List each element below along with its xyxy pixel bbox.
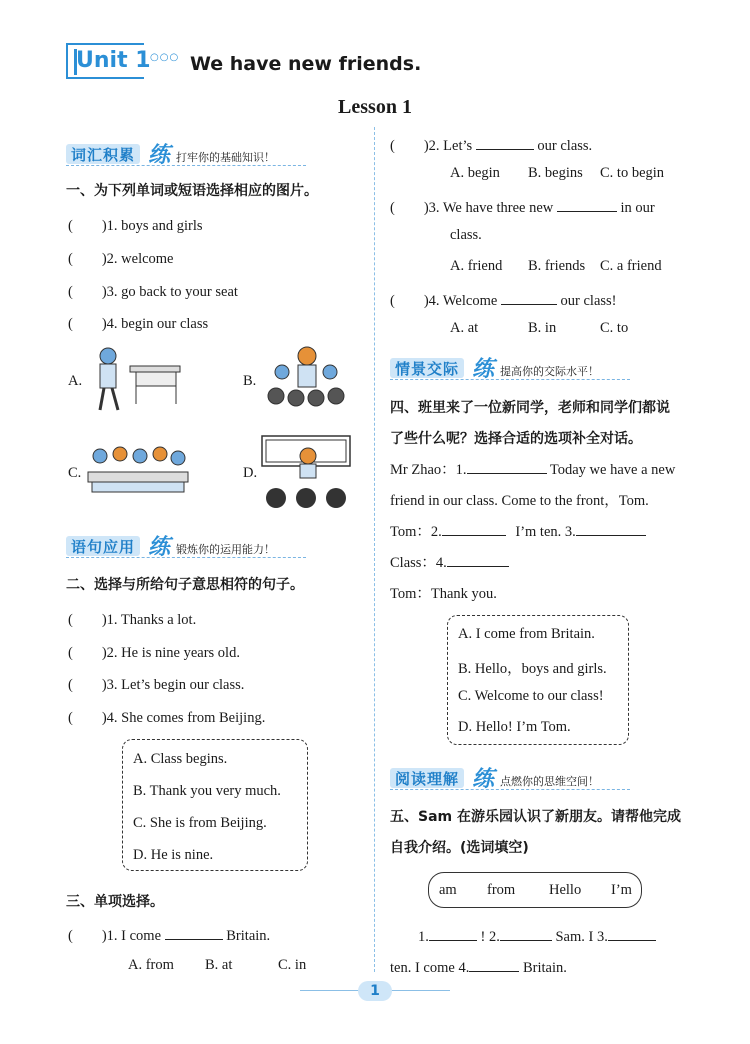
s3-q3-opt-c: C. a friend (600, 258, 662, 274)
section1-banner (66, 140, 306, 168)
s1-item-3: ( )3. go back to your seat (68, 284, 238, 300)
dialogue-line-1 (390, 458, 675, 479)
s3-q4-text: ( )4. Welcome (390, 293, 498, 309)
word-box (428, 872, 642, 908)
s4-option-a: A. I come from Britain. (458, 626, 595, 642)
unit-label: Unit 1 (76, 48, 151, 73)
section3-heading: 三、单项选择。 (66, 894, 164, 910)
section2-heading: 二、选择与所给句子意思相符的句子。 (66, 577, 304, 593)
picture-boys-and-girls (86, 440, 190, 500)
dialogue-speaker-text: Class：4. (390, 555, 447, 571)
banner-lian: 练 (148, 143, 171, 168)
s2-option-a: A. Class begins. (133, 751, 228, 767)
s4-option-d: D. Hello! I’m Tom. (458, 719, 571, 735)
s2-option-d: D. He is nine. (133, 847, 214, 863)
s5-text: 1. (418, 929, 429, 945)
s5-blank-4[interactable] (469, 958, 519, 972)
s3-q1-blank[interactable] (165, 926, 223, 940)
banner-label: 阅读理解 (390, 768, 464, 788)
s3-q4 (390, 289, 617, 310)
s3-q1-opt-b: B. at (205, 957, 233, 973)
s2-options-box (122, 739, 308, 871)
s3-q1-opt-a: A. from (128, 957, 174, 973)
banner-sub: 提高你的交际水平！ (500, 365, 599, 378)
section5-heading-line2: 自我介绍。(选词填空) (390, 840, 529, 856)
s3-q1-text-end: Britain. (226, 928, 271, 944)
s3-q4-text-end: our class! (560, 293, 617, 309)
unit-title: We have new friends. (190, 53, 422, 75)
s3-q3-opt-b: B. friends (528, 258, 586, 274)
s3-q3-opt-a: A. friend (450, 258, 503, 274)
banner-sub: 锻炼你的运用能力！ (176, 543, 275, 556)
pic-label-c: C. (68, 465, 82, 481)
s3-q2-opt-a: A. begin (450, 165, 500, 181)
s1-item-4: ( )4. begin our class (68, 316, 209, 332)
dialogue-blank-3[interactable] (576, 522, 646, 536)
banner-sub: 打牢你的基础知识！ (176, 151, 275, 164)
dialogue-line-2: friend in our class. Come to the front，Tom. (390, 493, 649, 509)
s3-q2-text-end: our class. (537, 138, 593, 154)
s3-q2 (390, 134, 592, 155)
banner-label: 语句应用 (66, 536, 140, 556)
s2-option-c: C. She is from Beijing. (133, 815, 267, 831)
unit-dots: ○○○ (150, 52, 180, 63)
banner-label: 情景交际 (390, 358, 464, 378)
page-number: 1 (358, 981, 392, 1001)
s3-q2-blank[interactable] (476, 136, 534, 150)
s5-line-1 (418, 927, 656, 946)
dialogue-text: Today we have a new (549, 462, 676, 478)
pic-label-d: D. (243, 465, 258, 481)
s5-blank-1[interactable] (429, 927, 477, 941)
s3-q2-text: ( )2. Let’s (390, 138, 473, 154)
s5-text: ten. I come 4. (390, 960, 470, 976)
dialogue-line-3 (390, 520, 646, 541)
section1-heading: 一、为下列单词或短语选择相应的图片。 (66, 183, 318, 199)
picture-begin-class (260, 434, 352, 510)
banner-lian: 练 (472, 357, 495, 382)
pic-label-a: A. (68, 373, 83, 389)
s3-q3 (390, 196, 655, 217)
s3-q3-blank[interactable] (557, 198, 617, 212)
dialogue-line-4 (390, 551, 509, 572)
s5-text: Britain. (522, 960, 567, 976)
s3-q1-opt-c: C. in (278, 957, 307, 973)
s2-item-4: ( )4. She comes from Beijing. (68, 710, 266, 726)
s5-text: Sam. I 3. (555, 929, 608, 945)
section4-heading-line1: 四、班里来了一位新同学，老师和同学们都说 (390, 400, 670, 416)
section5-heading-line1: 五、Sam 在游乐园认识了新朋友。请帮他完成 (390, 809, 681, 825)
banner-lian: 练 (148, 535, 171, 560)
s3-q4-blank[interactable] (501, 291, 557, 305)
s5-blank-3[interactable] (608, 927, 656, 941)
s3-q4-opt-b: B. in (528, 320, 557, 336)
s1-item-1: ( )1. boys and girls (68, 218, 203, 234)
dialogue-line-5: Tom：Thank you. (390, 586, 497, 602)
pic-label-b: B. (243, 373, 257, 389)
dialogue-speaker-text: Mr Zhao：1. (390, 462, 467, 478)
s4-options-box (447, 615, 629, 745)
s3-q4-opt-a: A. at (450, 320, 479, 336)
s4-option-b: B. Hello，boys and girls. (458, 661, 607, 677)
s2-item-3: ( )3. Let’s begin our class. (68, 677, 245, 693)
word-am: am (439, 882, 457, 898)
section5-banner (390, 764, 630, 792)
picture-boy-desk (88, 344, 188, 416)
s3-q2-opt-b: B. begins (528, 165, 583, 181)
s4-option-c: C. Welcome to our class! (458, 688, 604, 704)
column-divider (374, 127, 375, 972)
section4-banner (390, 354, 630, 382)
s3-q3-text-end: in our (620, 200, 655, 216)
s5-blank-2[interactable] (500, 927, 552, 941)
lesson-title: Lesson 1 (338, 96, 412, 118)
dialogue-text: I’m ten. 3. (515, 524, 576, 540)
s3-q4-opt-c: C. to (600, 320, 629, 336)
section2-banner (66, 532, 306, 560)
s3-q1 (68, 924, 270, 945)
banner-label: 词汇积累 (66, 144, 140, 164)
s3-q3-cont: class. (450, 227, 482, 243)
s2-item-2: ( )2. He is nine years old. (68, 645, 240, 661)
banner-sub: 点燃你的思维空间！ (500, 775, 599, 788)
dialogue-blank-2[interactable] (442, 522, 506, 536)
s1-item-2: ( )2. welcome (68, 251, 174, 267)
s5-line-2 (390, 958, 567, 977)
s3-q1-text: ( )1. I come (68, 928, 162, 944)
s2-option-b: B. Thank you very much. (133, 783, 281, 799)
s5-text: ! 2. (480, 929, 500, 945)
picture-teacher-welcome (262, 344, 348, 416)
word-from: from (487, 882, 516, 898)
dialogue-blank-4[interactable] (447, 553, 509, 567)
section4-heading-line2: 了些什么呢？选择合适的选项补全对话。 (390, 431, 642, 447)
s2-item-1: ( )1. Thanks a lot. (68, 612, 197, 628)
s3-q2-opt-c: C. to begin (600, 165, 665, 181)
word-hello: Hello (549, 882, 582, 898)
dialogue-speaker-text: Tom：2. (390, 524, 442, 540)
banner-lian: 练 (472, 767, 495, 792)
s3-q3-text: ( )3. We have three new (390, 200, 554, 216)
word-im: I’m (611, 882, 632, 898)
dialogue-blank-1[interactable] (467, 460, 547, 474)
